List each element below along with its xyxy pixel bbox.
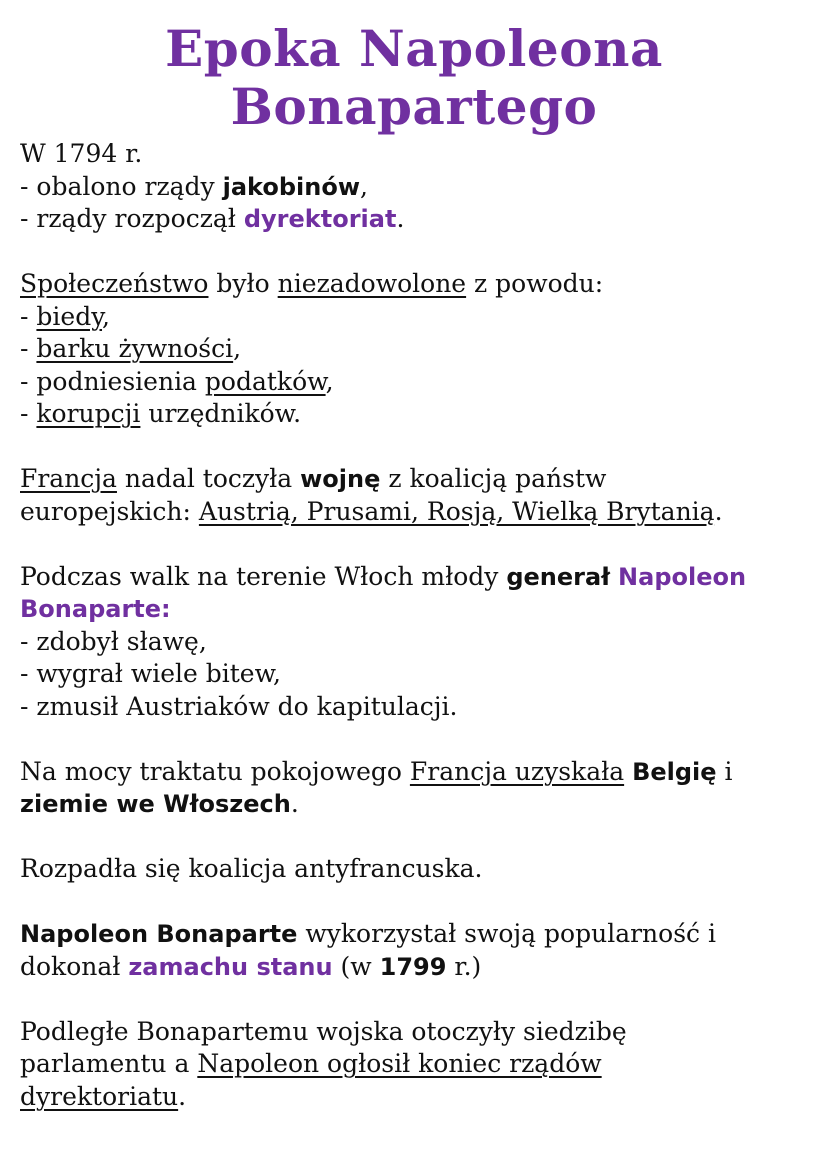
- s4-item-2: - wygrał wiele bitew,: [20, 659, 281, 688]
- s5-line-1: [20, 756, 808, 789]
- s4-line-2: [20, 593, 808, 626]
- s8-line-2: [20, 1048, 808, 1081]
- s4-line-1: [20, 561, 808, 594]
- s3-b-u: Austrią, Prusami, Rosją, Wielką Brytanią: [198, 496, 715, 526]
- s7-line-2: [20, 951, 808, 984]
- s7-b-post: r.): [446, 951, 482, 981]
- s1-line-2: [20, 203, 808, 236]
- title-line-1: Epoka Napoleona: [165, 19, 663, 78]
- s5-a-pre: Na mocy traktatu pokojowego: [20, 756, 410, 786]
- s2-i1-u: biedy: [36, 301, 103, 331]
- spacer: [20, 236, 808, 269]
- s2-i2-post: ,: [233, 334, 242, 363]
- s4-a-bold: generał: [506, 562, 611, 591]
- s3-b-pre: europejskich:: [20, 496, 199, 526]
- s2-w1: Społeczeństwo: [20, 269, 209, 298]
- s2-i3-post: ,: [325, 366, 334, 396]
- spacer: [20, 886, 808, 919]
- s7-b-bold: 1799: [379, 952, 447, 981]
- s5-a-bold: Belgię: [632, 757, 717, 786]
- s7-b-mid: (w: [332, 951, 380, 981]
- s1-intro: W 1794 r.: [20, 139, 143, 168]
- s7-a-post: wykorzystał swoją popularność i: [297, 919, 716, 948]
- s8-b-pre: parlamentu a: [20, 1049, 198, 1078]
- s2-item-3: [20, 366, 808, 399]
- s4-a-pre: Podczas walk na terenie Włoch młody: [20, 561, 507, 591]
- spacer: [20, 431, 808, 464]
- s5-line-2: [20, 788, 808, 821]
- s7-line-1: [20, 918, 808, 951]
- s7-b-accent: zamachu stanu: [128, 952, 333, 981]
- s2-item-1: [20, 301, 808, 334]
- s1-line-1: [20, 171, 808, 204]
- s1-l2-post: .: [396, 204, 405, 233]
- s3-a-bold: wojnę: [300, 465, 381, 493]
- page-title: [20, 20, 808, 136]
- s1-l2-accent: dyrektoriat: [243, 205, 397, 233]
- s5-a-post: i: [716, 756, 733, 786]
- s2-i4-u: korupcji: [36, 399, 141, 428]
- s1-l1-pre: - obalono rządy: [20, 171, 223, 201]
- s5-a-u: Francja uzyskała: [409, 756, 625, 786]
- s2-heading: [20, 268, 808, 301]
- s2-item-2: [20, 333, 808, 366]
- s3-a-mid: nadal toczyła: [116, 464, 301, 493]
- spacer: [20, 723, 808, 756]
- s2-i1-post: ,: [102, 301, 110, 331]
- s5-b-bold: ziemie we Włoszech: [20, 790, 291, 818]
- s1-l2-pre: - rządy rozpoczął: [20, 204, 244, 233]
- s3-b-post: .: [714, 496, 723, 526]
- s2-i4-pre: -: [20, 399, 37, 428]
- title-line-2: Bonapartego: [230, 77, 598, 136]
- s3-line-1: [20, 463, 808, 496]
- s2-i4-post: urzędników.: [140, 399, 302, 428]
- s2-w3: niezadowolone: [277, 269, 467, 298]
- s8-c-u: dyrektoriatu: [20, 1081, 179, 1111]
- s2-i3-u: podatków: [204, 366, 326, 396]
- document-body: [20, 138, 808, 1113]
- spacer: [20, 983, 808, 1016]
- s3-a-u: Francja: [20, 464, 117, 493]
- s2-i2-pre: -: [20, 334, 37, 363]
- s4-item-1: - zdobył sławę,: [20, 626, 207, 656]
- s2-w2: było: [208, 269, 278, 298]
- s2-i1-pre: -: [20, 301, 37, 331]
- s4-a-sp: [610, 562, 618, 591]
- spacer: [20, 528, 808, 561]
- s8-line-3: [20, 1081, 808, 1114]
- s4-a-accent: Napoleon: [618, 562, 747, 591]
- s7-a-bold: Napoleon Bonaparte: [20, 920, 298, 948]
- spacer: [20, 821, 808, 854]
- s4-b-accent: Bonaparte:: [20, 595, 171, 623]
- s5-a-sp: [624, 757, 632, 786]
- s8-c-post: .: [178, 1081, 187, 1111]
- s8-b-u: Napoleon ogłosił koniec rządów: [197, 1049, 602, 1078]
- s5-b-post: .: [290, 789, 299, 818]
- s2-i3-pre: - podniesienia: [20, 366, 205, 396]
- s1-l1-bold: jakobinów: [222, 172, 360, 201]
- s2-w4: z powodu:: [466, 269, 604, 298]
- s6-line: Rozpadła się koalicja antyfrancuska.: [20, 854, 483, 883]
- s3-line-2: [20, 496, 808, 529]
- s2-i2-u: barku żywności: [36, 334, 234, 363]
- s8-line-1: Podległe Bonapartemu wojska otoczyły siedzibę: [20, 1016, 627, 1046]
- s4-item-3: - zmusił Austriaków do kapitulacji.: [20, 691, 458, 721]
- s1-l1-post: ,: [360, 171, 368, 201]
- s3-a-post: z koalicją państw: [380, 464, 607, 493]
- s7-b-pre: dokonał: [20, 951, 129, 981]
- s2-item-4: [20, 398, 808, 431]
